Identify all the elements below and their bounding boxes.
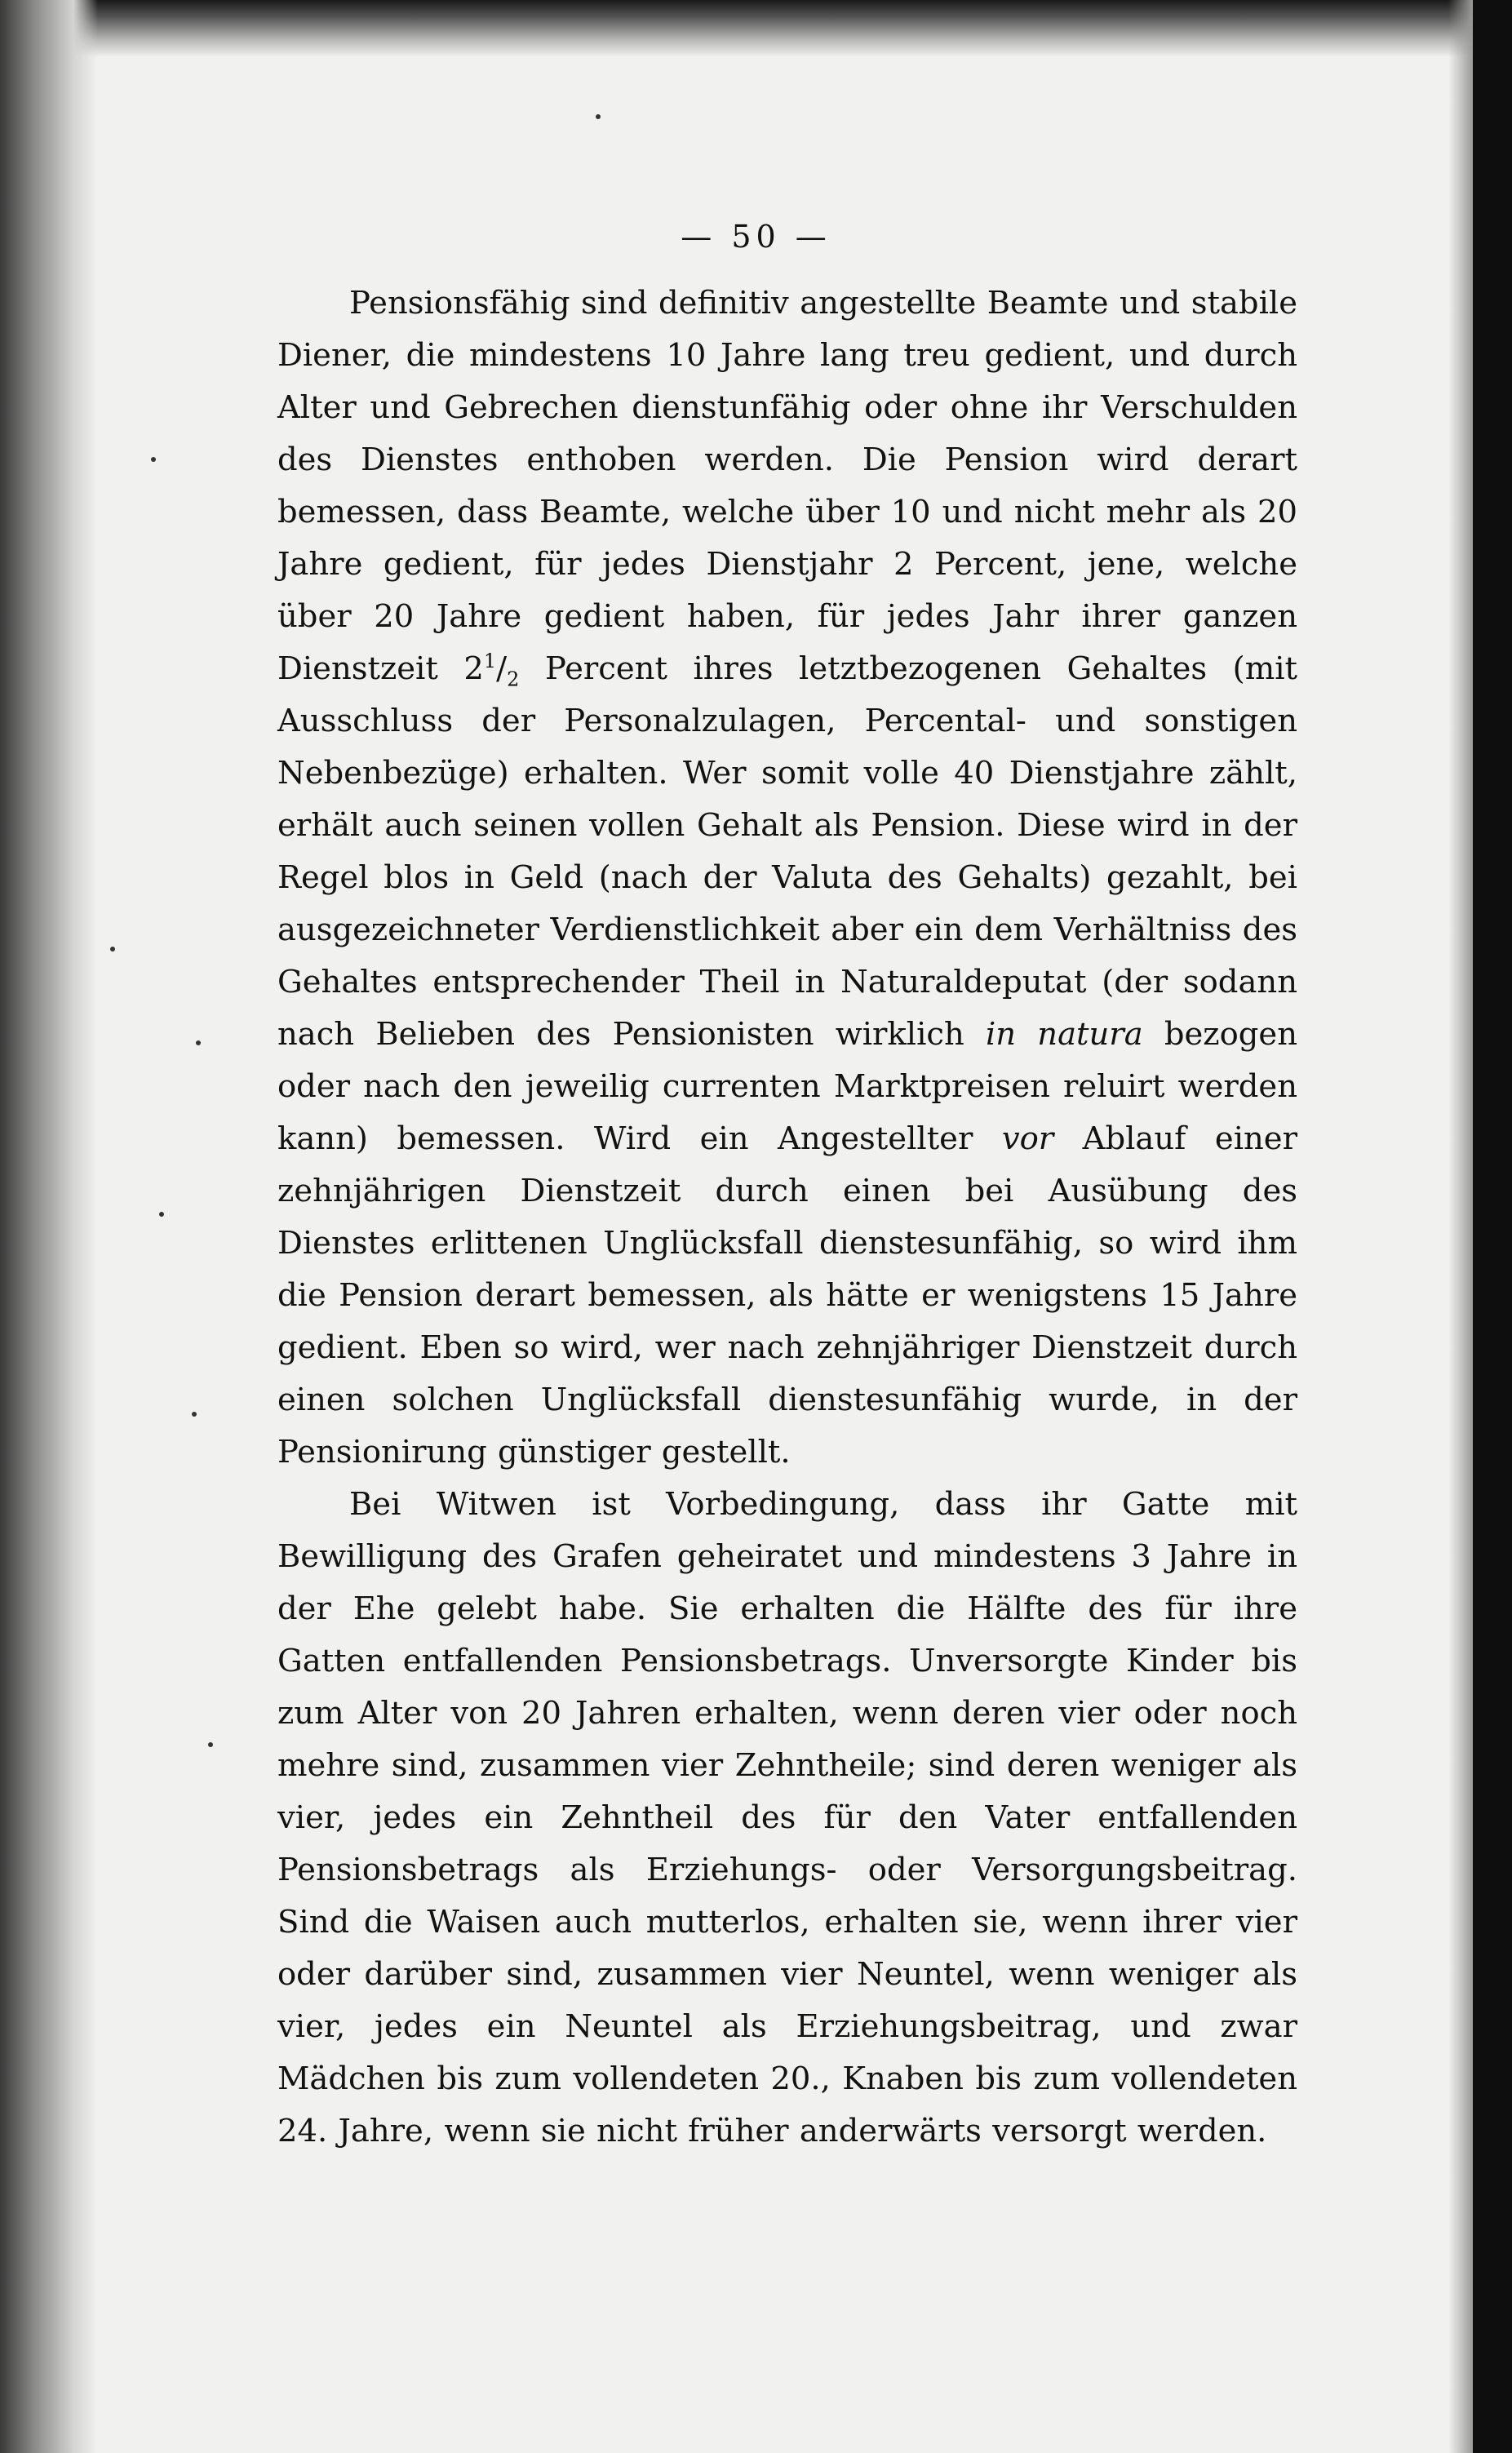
dust-speck — [196, 1040, 201, 1045]
dust-speck — [159, 1212, 164, 1217]
scan-edge-left — [0, 0, 98, 2453]
paragraph-pension-rules: Pensionsfähig sind definitiv angestellte Beamte und stabile Diener, die mindestens 10 Jahre lang treu gedient, und durch Alter und Gebrechen dienstunfähig oder ohne ihr Verschulden des Dienstes enthoben werden. Die Pension wird derart bemessen, dass Beamte, welche über 10 und nicht mehr als 20 Jahre gedient, für jedes Dienstjahr 2 Percent, jene, welche über 20 Jahre gedient haben, für jedes Jahr ihrer ganzen Dienstzeit $2^1/_2$ Percent ihres letztbezogenen Gehaltes (mit Ausschluss der Personalzulagen, Percental- und sonstigen Nebenbezüge) erhalten. Wer somit volle 40 Dienstjahre zählt, erhält auch seinen vollen Gehalt als Pension. Diese wird in der Regel blos in Geld (nach der Valuta des Gehalts) gezahlt, bei ausgezeichneter Verdienstlichkeit aber ein dem Verhältniss des Gehaltes entsprechender Theil in Naturaldeputat (der sodann nach Belieben des Pensionisten wirklich in natura bezogen oder nach den jeweilig currenten Marktpreisen reluirt werden kann) bemessen. Wird ein Angestellter vor Ablauf einer zehnjährigen Dienstzeit durch einen bei Ausübung des Dienstes erlittenen Unglücksfall dienstesunfähig, so wird ihm die Pension derart bemessen, als hätte er wenigstens 15 Jahre gedient. Eben so wird, wer nach zehnjähriger Dienstzeit durch einen solchen Unglücksfall dienstesunfähig wurde, in der Pensionirung günstiger gestellt. — [277, 285, 1297, 1470]
dust-speck — [110, 947, 115, 951]
italic-term: in natura — [985, 1016, 1143, 1053]
paragraph-widows-orphans: Bei Witwen ist Vorbedingung, dass ihr Gatte mit Bewilligung des Grafen geheiratet und mindestens 3 Jahre in der Ehe gelebt habe. Sie erhalten die Hälfte des für ihre Gatten entfallenden Pensionsbetrags. Unversorgte Kinder bis zum Alter von 20 Jahren erhalten, wenn deren vier oder noch mehre sind, zusammen vier Zehntheile; sind deren weniger als vier, jedes ein Zehntheil des für den Vater entfallenden Pensionsbetrags als Erziehungs- oder Versorgungsbeitrag. Sind die Waisen auch mutterlos, erhalten sie, wenn ihrer vier oder darüber sind, zusammen vier Neuntel, wenn weniger als vier, jedes ein Neuntel als Erziehungsbeitrag, und zwar Mädchen bis zum vollendeten 20., Knaben bis zum vollendeten 24. Jahre, wenn sie nicht früher anderwärts versorgt werden. — [277, 1486, 1297, 2149]
fraction-whole: 2 — [463, 650, 484, 687]
paragraph-text: bezogen oder nach den jeweilig currenten Marktpreisen reluirt werden kann) bemessen. Wird ein Angestellter — [277, 1016, 1297, 1157]
dust-speck — [192, 1412, 197, 1417]
body-text — [277, 277, 1297, 2158]
dust-speck — [596, 114, 601, 119]
fraction-numerator: 1 — [483, 650, 497, 673]
scan-edge-right-shadow — [1448, 0, 1473, 2453]
scan-edge-top — [0, 0, 1512, 57]
paragraph-text: Percent ihres letztbezogenen Gehaltes (mit Ausschluss der Personalzulagen, Percental- und sonstigen Nebenbezüge) erhalten. Wer somit volle 40 Dienstjahre zählt, erhält auch seinen vollen Gehalt als Pension. Diese wird in der Regel blos in Geld (nach der Valuta des Gehalts) gezahlt, bei ausgezeichneter Verdienstlichkeit aber ein dem Verhältniss des Gehaltes entsprechender Theil in Naturaldeputat (der sodann nach Belieben des Pensionisten wirklich — [277, 650, 1297, 1053]
italic-term: vor — [1001, 1120, 1054, 1157]
page-number-header: — 50 — — [681, 219, 831, 255]
dust-speck — [151, 457, 156, 462]
fraction-denominator: 2 — [507, 668, 520, 691]
paragraph-text: Ablauf einer zehnjährigen Dienstzeit durch einen bei Ausübung des Dienstes erlittenen Unglücksfall dienstesunfähig, so wird ihm die Pension derart bemessen, als hätte er wenigstens 15 Jahre gedient. Eben so wird, wer nach zehnjähriger Dienstzeit durch einen solchen Unglücksfall dienstesunfähig wurde, in der Pensionirung günstiger gestellt. — [277, 1120, 1297, 1470]
paragraph-text: Pensionsfähig sind definitiv angestellte Beamte und stabile Diener, die mindestens 10 Jahre lang treu gedient, und durch Alter und Gebrechen dienstunfähig oder ohne ihr Verschulden des Dienstes enthoben werden. Die Pension wird derart bemessen, dass Beamte, welche über 10 und nicht mehr als 20 Jahre gedient, für jedes Dienstjahr 2 Percent, jene, welche über 20 Jahre gedient haben, für jedes Jahr ihrer ganzen Dienstzeit — [277, 285, 1297, 687]
dust-speck — [208, 1742, 213, 1747]
scan-edge-right — [1473, 0, 1512, 2453]
